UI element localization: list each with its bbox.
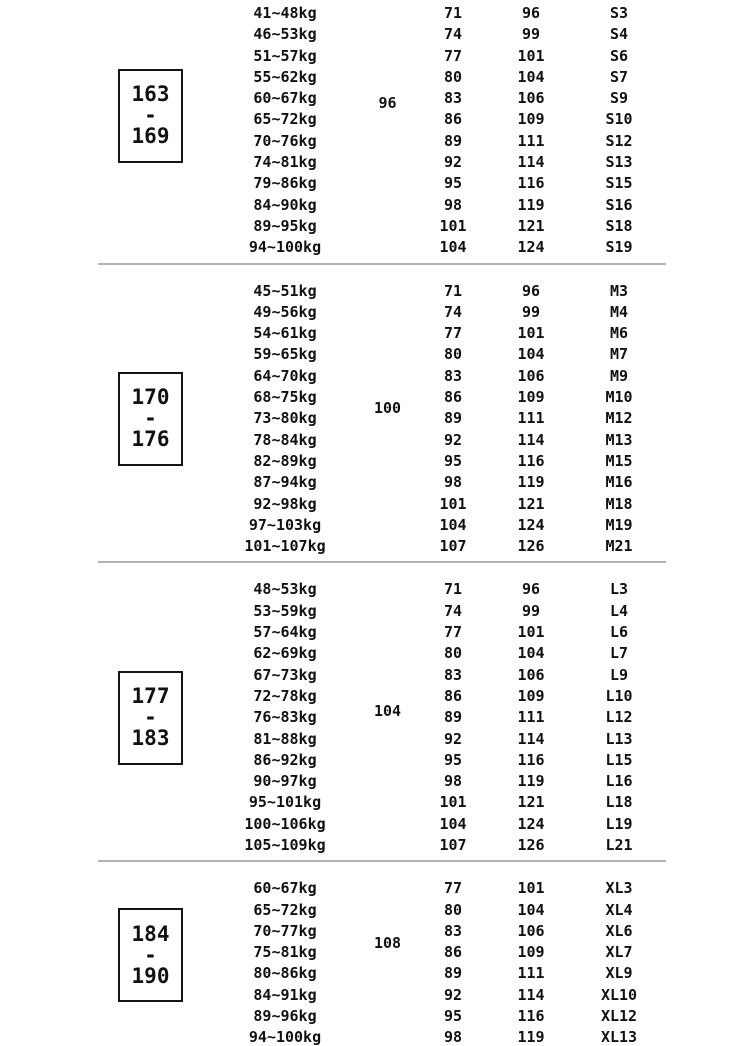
section-measure-value: 96 (378, 93, 397, 112)
weight-range-cell: 62~69kg (253, 644, 317, 663)
size-code-cell: L12 (605, 708, 633, 727)
size-code-cell: S19 (605, 238, 633, 257)
size-code-cell: XL3 (605, 879, 633, 898)
size-code-cell: S13 (605, 153, 633, 172)
measure-b-cell: 104 (517, 900, 545, 919)
size-chart-section (0, 3, 750, 259)
measure-b-cell: 119 (517, 473, 545, 492)
measure-a-cell: 92 (443, 430, 463, 449)
measure-a-cell: 92 (443, 985, 463, 1004)
measure-a-cell: 92 (443, 729, 463, 748)
measure-b-cell: 106 (517, 921, 545, 940)
size-chart-section (0, 878, 750, 1046)
section-divider (98, 860, 666, 862)
height-range-to: 183 (131, 726, 170, 751)
size-code-cell: L16 (605, 772, 633, 791)
weight-range-cell: 64~70kg (253, 366, 317, 385)
size-code-cell: S10 (605, 110, 633, 129)
size-code-cell: M7 (609, 345, 629, 364)
weight-range-cell: 89~95kg (253, 216, 317, 235)
size-code-cell: L4 (609, 601, 629, 620)
measure-a-cell: 74 (443, 601, 463, 620)
size-code-cell: S15 (605, 174, 633, 193)
measure-b-cell: 106 (517, 366, 545, 385)
size-code-cell: S7 (609, 67, 629, 86)
weight-range-cell: 70~76kg (253, 131, 317, 150)
measure-a-cell: 89 (443, 708, 463, 727)
measure-b-cell: 101 (517, 879, 545, 898)
measure-b-column (471, 579, 591, 856)
size-code-cell: S4 (609, 25, 629, 44)
height-range-column (0, 878, 230, 1046)
section-measure-value: 100 (373, 398, 402, 417)
measure-b-cell: 119 (517, 195, 545, 214)
weight-range-cell: 82~89kg (253, 451, 317, 470)
height-range-box (118, 908, 183, 1002)
weight-range-cell: 75~81kg (253, 943, 317, 962)
measure-b-cell: 124 (517, 814, 545, 833)
size-code-cell: S9 (609, 89, 629, 108)
measure-b-cell: 121 (517, 793, 545, 812)
size-code-column (591, 3, 647, 259)
measure-a-cell: 104 (439, 515, 467, 534)
measure-a-cell: 83 (443, 665, 463, 684)
measure-a-cell: 98 (443, 1028, 463, 1046)
weight-range-cell: 105~109kg (244, 835, 326, 854)
section-measure-column (340, 281, 435, 558)
measure-b-cell: 116 (517, 451, 545, 470)
measure-b-cell: 99 (521, 25, 541, 44)
measure-b-cell: 111 (517, 409, 545, 428)
weight-range-cell: 67~73kg (253, 665, 317, 684)
size-code-cell: L10 (605, 686, 633, 705)
weight-range-cell: 48~53kg (253, 580, 317, 599)
measure-a-cell: 83 (443, 921, 463, 940)
size-code-cell: L3 (609, 580, 629, 599)
measure-a-cell: 77 (443, 324, 463, 343)
size-code-column (591, 579, 647, 856)
weight-range-cell: 57~64kg (253, 623, 317, 642)
weight-range-cell: 89~96kg (253, 1007, 317, 1026)
size-code-cell: M16 (605, 473, 633, 492)
measure-b-cell: 109 (517, 686, 545, 705)
size-code-cell: M9 (609, 366, 629, 385)
size-code-cell: L9 (609, 665, 629, 684)
measure-b-cell: 124 (517, 515, 545, 534)
weight-range-cell: 101~107kg (244, 537, 326, 556)
size-code-cell: L7 (609, 644, 629, 663)
section-measure-column (340, 878, 435, 1046)
height-range-column (0, 579, 230, 856)
size-code-cell: L18 (605, 793, 633, 812)
weight-range-cell: 86~92kg (253, 750, 317, 769)
weight-range-cell: 53~59kg (253, 601, 317, 620)
section-measure-column (340, 579, 435, 856)
measure-a-cell: 104 (439, 814, 467, 833)
weight-range-cell: 84~91kg (253, 985, 317, 1004)
height-range-to: 176 (131, 427, 170, 452)
height-range-from: 177 (131, 684, 170, 709)
measure-a-cell: 80 (443, 900, 463, 919)
measure-b-cell: 99 (521, 302, 541, 321)
measure-a-cell: 86 (443, 110, 463, 129)
size-code-cell: M3 (609, 281, 629, 300)
size-code-cell: M6 (609, 324, 629, 343)
measure-a-cell: 74 (443, 25, 463, 44)
size-code-cell: XL7 (605, 943, 633, 962)
weight-range-cell: 90~97kg (253, 772, 317, 791)
measure-b-cell: 124 (517, 238, 545, 257)
measure-b-cell: 96 (521, 4, 541, 22)
weight-range-cell: 76~83kg (253, 708, 317, 727)
measure-b-cell: 99 (521, 601, 541, 620)
weight-range-cell: 46~53kg (253, 25, 317, 44)
size-code-cell: M21 (605, 537, 633, 556)
measure-b-cell: 121 (517, 494, 545, 513)
measure-a-cell: 77 (443, 46, 463, 65)
measure-a-cell: 101 (439, 216, 467, 235)
measure-b-cell: 104 (517, 644, 545, 663)
measure-a-column (435, 3, 471, 259)
size-chart-section (0, 579, 750, 856)
height-range-column (0, 3, 230, 259)
weight-range-cell: 92~98kg (253, 494, 317, 513)
size-code-cell: S16 (605, 195, 633, 214)
measure-b-cell: 114 (517, 153, 545, 172)
size-code-cell: M10 (605, 388, 633, 407)
measure-a-cell: 98 (443, 772, 463, 791)
measure-b-cell: 101 (517, 324, 545, 343)
weight-range-cell: 60~67kg (253, 89, 317, 108)
measure-a-cell: 95 (443, 750, 463, 769)
size-code-cell: M4 (609, 302, 629, 321)
measure-a-cell: 104 (439, 238, 467, 257)
height-range-separator: - (144, 103, 157, 128)
measure-a-cell: 95 (443, 1007, 463, 1026)
measure-a-cell: 98 (443, 195, 463, 214)
measure-b-cell: 106 (517, 665, 545, 684)
measure-b-cell: 111 (517, 131, 545, 150)
weight-range-cell: 51~57kg (253, 46, 317, 65)
weight-range-cell: 87~94kg (253, 473, 317, 492)
size-code-cell: M18 (605, 494, 633, 513)
weight-range-cell: 78~84kg (253, 430, 317, 449)
measure-a-cell: 89 (443, 131, 463, 150)
measure-a-cell: 101 (439, 494, 467, 513)
weight-range-column (230, 878, 340, 1046)
measure-a-cell: 83 (443, 366, 463, 385)
size-code-cell: XL10 (600, 985, 638, 1004)
measure-a-cell: 86 (443, 943, 463, 962)
measure-b-cell: 104 (517, 67, 545, 86)
height-range-from: 163 (131, 82, 170, 107)
measure-b-cell: 119 (517, 772, 545, 791)
measure-a-cell: 98 (443, 473, 463, 492)
measure-b-cell: 101 (517, 623, 545, 642)
measure-a-cell: 107 (439, 835, 467, 854)
size-code-cell: S12 (605, 131, 633, 150)
size-code-cell: L6 (609, 623, 629, 642)
size-chart-section (0, 281, 750, 558)
height-range-box (118, 69, 183, 163)
measure-b-cell: 101 (517, 46, 545, 65)
measure-a-cell: 95 (443, 451, 463, 470)
weight-range-cell: 65~72kg (253, 900, 317, 919)
size-code-cell: S6 (609, 46, 629, 65)
measure-b-cell: 111 (517, 708, 545, 727)
size-code-cell: XL9 (605, 964, 633, 983)
size-code-column (591, 878, 647, 1046)
height-range-from: 170 (131, 385, 170, 410)
measure-a-cell: 86 (443, 388, 463, 407)
measure-a-cell: 71 (443, 4, 463, 22)
size-code-cell: XL13 (600, 1028, 638, 1046)
height-range-separator: - (144, 705, 157, 730)
measure-b-cell: 96 (521, 281, 541, 300)
section-divider (98, 561, 666, 563)
weight-range-cell: 94~100kg (248, 238, 322, 257)
measure-b-cell: 109 (517, 110, 545, 129)
section-measure-value: 108 (373, 934, 402, 953)
measure-b-cell: 126 (517, 835, 545, 854)
weight-range-cell: 95~101kg (248, 793, 322, 812)
weight-range-column (230, 281, 340, 558)
measure-b-cell: 109 (517, 943, 545, 962)
measure-b-cell: 119 (517, 1028, 545, 1046)
measure-a-cell: 71 (443, 580, 463, 599)
measure-a-cell: 101 (439, 793, 467, 812)
measure-a-cell: 74 (443, 302, 463, 321)
size-code-cell: XL6 (605, 921, 633, 940)
weight-range-cell: 97~103kg (248, 515, 322, 534)
measure-b-cell: 116 (517, 750, 545, 769)
height-range-separator: - (144, 942, 157, 967)
measure-b-cell: 114 (517, 430, 545, 449)
size-code-column (591, 281, 647, 558)
measure-a-column (435, 281, 471, 558)
weight-range-cell: 54~61kg (253, 324, 317, 343)
weight-range-cell: 65~72kg (253, 110, 317, 129)
height-range-separator: - (144, 406, 157, 431)
weight-range-column (230, 579, 340, 856)
measure-a-cell: 71 (443, 281, 463, 300)
measure-a-cell: 89 (443, 964, 463, 983)
measure-a-cell: 107 (439, 537, 467, 556)
weight-range-cell: 55~62kg (253, 67, 317, 86)
measure-b-column (471, 281, 591, 558)
size-code-cell: XL12 (600, 1007, 638, 1026)
height-range-to: 169 (131, 124, 170, 149)
size-code-cell: M19 (605, 515, 633, 534)
height-range-column (0, 281, 230, 558)
size-code-cell: L19 (605, 814, 633, 833)
weight-range-cell: 49~56kg (253, 302, 317, 321)
height-range-box (118, 671, 183, 765)
measure-a-cell: 89 (443, 409, 463, 428)
size-code-cell: M13 (605, 430, 633, 449)
weight-range-cell: 100~106kg (244, 814, 326, 833)
measure-a-column (435, 579, 471, 856)
height-range-to: 190 (131, 963, 170, 988)
section-divider (98, 263, 666, 265)
measure-a-cell: 86 (443, 686, 463, 705)
measure-a-cell: 80 (443, 644, 463, 663)
weight-range-cell: 70~77kg (253, 921, 317, 940)
weight-range-cell: 60~67kg (253, 879, 317, 898)
weight-range-cell: 81~88kg (253, 729, 317, 748)
size-code-cell: L21 (605, 835, 633, 854)
weight-range-cell: 41~48kg (253, 4, 317, 22)
size-code-cell: M15 (605, 451, 633, 470)
measure-b-cell: 121 (517, 216, 545, 235)
size-code-cell: XL4 (605, 900, 633, 919)
measure-b-cell: 126 (517, 537, 545, 556)
weight-range-cell: 79~86kg (253, 174, 317, 193)
measure-a-cell: 95 (443, 174, 463, 193)
measure-b-cell: 106 (517, 89, 545, 108)
measure-b-column (471, 878, 591, 1046)
weight-range-cell: 68~75kg (253, 388, 317, 407)
weight-range-cell: 80~86kg (253, 964, 317, 983)
weight-range-cell: 74~81kg (253, 153, 317, 172)
measure-a-cell: 83 (443, 89, 463, 108)
measure-b-cell: 114 (517, 729, 545, 748)
measure-b-cell: 116 (517, 1007, 545, 1026)
weight-range-cell: 45~51kg (253, 281, 317, 300)
height-range-from: 184 (131, 921, 170, 946)
measure-a-cell: 80 (443, 345, 463, 364)
measure-b-cell: 96 (521, 580, 541, 599)
measure-a-cell: 77 (443, 623, 463, 642)
measure-b-cell: 116 (517, 174, 545, 193)
measure-a-cell: 77 (443, 879, 463, 898)
weight-range-cell: 84~90kg (253, 195, 317, 214)
section-measure-value: 104 (373, 701, 402, 720)
height-range-box (118, 372, 183, 466)
size-code-cell: S18 (605, 216, 633, 235)
measure-a-column (435, 878, 471, 1046)
size-code-cell: L13 (605, 729, 633, 748)
size-code-cell: M12 (605, 409, 633, 428)
measure-b-cell: 109 (517, 388, 545, 407)
measure-b-cell: 114 (517, 985, 545, 1004)
measure-b-cell: 111 (517, 964, 545, 983)
measure-a-cell: 92 (443, 153, 463, 172)
measure-b-column (471, 3, 591, 259)
weight-range-column (230, 3, 340, 259)
measure-b-cell: 104 (517, 345, 545, 364)
weight-range-cell: 59~65kg (253, 345, 317, 364)
size-code-cell: S3 (609, 4, 629, 22)
weight-range-cell: 94~100kg (248, 1028, 322, 1046)
section-measure-column (340, 3, 435, 259)
weight-range-cell: 73~80kg (253, 409, 317, 428)
size-code-cell: L15 (605, 750, 633, 769)
weight-range-cell: 72~78kg (253, 686, 317, 705)
measure-a-cell: 80 (443, 67, 463, 86)
